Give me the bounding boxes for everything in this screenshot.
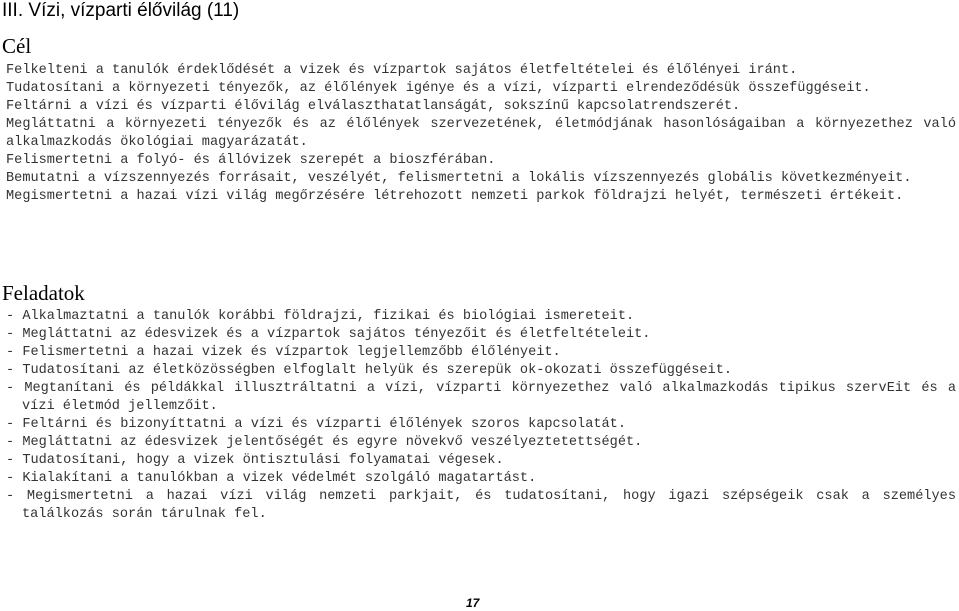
goals-list <box>6 62 956 206</box>
goal-item: Bemutatni a vízszennyezés forrásait, veszélyét, felismertetni a lokális vízszennyezés globális következményeit. <box>6 171 912 186</box>
goal-item: Felkelteni a tanulók érdeklődését a vizek és vízpartok sajátos életfeltételei és élőlényei iránt. <box>6 63 798 78</box>
tasks-list <box>6 308 956 524</box>
task-item: - Feltárni és bizonyíttatni a vízi és vízparti élőlények szoros kapcsolatát. <box>6 417 626 432</box>
task-item: - Alkalmaztatni a tanulók korábbi földrajzi, fizikai és biológiai ismereteit. <box>6 309 635 324</box>
page-number: 17 <box>466 596 480 610</box>
page-title: III. Vízi, vízparti élővilág (11) <box>2 0 240 21</box>
task-item: - Megláttatni az édesvizek jelentőségét és egyre növekvő veszélyeztetettségét. <box>6 435 643 450</box>
goal-item: Felismertetni a folyó- és állóvizek szerepét a bioszférában. <box>6 153 496 168</box>
goal-item: Tudatosítani a környezeti tényezők, az élőlények igénye és a vízi, vízparti elrendeződésük összefüggéseit. <box>6 81 871 96</box>
goals-heading: Cél <box>2 34 32 58</box>
task-item: - Tudatosítani az életközösségben elfoglalt helyük és szerepük ok-okozati összefüggéseit. <box>6 363 733 378</box>
tasks-heading: Feladatok <box>2 281 85 305</box>
task-item: - Kialakítani a tanulókban a vizek védelmét szolgáló magatartást. <box>6 471 537 486</box>
goal-item: Megismertetni a hazai vízi világ megőrzésére létrehozott nemzeti parkok földrajzi helyét, természeti értékeit. <box>6 189 904 204</box>
task-item: - Megtanítani és példákkal illusztráltatni a vízi, vízparti környezethez való alkalmazkodás tipikus szervEit és a vízi életmód jellemzőit. <box>6 381 956 414</box>
task-item: - Felismertetni a hazai vizek és vízpartok legjellemzőbb élőlényeit. <box>6 345 561 360</box>
task-item: - Tudatosítani, hogy a vizek öntisztulási folyamatai végesek. <box>6 453 504 468</box>
goal-item: Feltárni a vízi és vízparti élővilág elválaszthatatlanságát, sokszínű kapcsolatrendszerét. <box>6 99 741 114</box>
task-item: - Megláttatni az édesvizek és a vízpartok sajátos tényezőit és életfeltételeit. <box>6 327 651 342</box>
task-item: - Megismertetni a hazai vízi világ nemzeti parkjait, és tudatosítani, hogy igazi szépségeik csak a személyes találkozás során tárulnak fel. <box>6 489 956 522</box>
goal-item: Megláttatni a környezeti tényezők és az élőlények szervezetének, életmódjának hasonlóságaiban a környezethez való alkalmazkodás ökológiai magyarázatát. <box>6 117 956 150</box>
